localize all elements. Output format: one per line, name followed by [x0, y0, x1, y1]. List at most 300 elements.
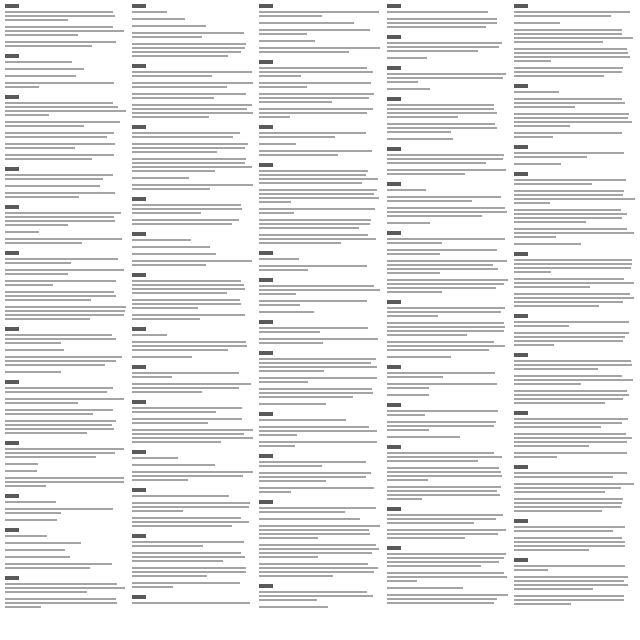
paragraph-line [387, 73, 506, 75]
paragraph-line [514, 325, 569, 327]
paragraph-gap [5, 72, 126, 73]
paragraph-line [132, 166, 252, 168]
paragraph-line [5, 231, 39, 233]
text-section [387, 4, 508, 31]
paragraph-line [5, 598, 116, 600]
paragraph-gap [387, 193, 508, 194]
section-number [514, 411, 528, 415]
paragraph-line [259, 511, 345, 513]
paragraph-line [5, 11, 113, 13]
paragraph-line [5, 75, 76, 77]
paragraph-gap [387, 541, 508, 542]
section-number [387, 445, 401, 449]
paragraph-line [259, 381, 308, 383]
paragraph-line [514, 433, 626, 435]
section-number [259, 320, 273, 324]
paragraph-line [514, 67, 623, 69]
paragraph-line [387, 108, 494, 110]
paragraph-line [5, 114, 49, 116]
paragraph-gap [5, 200, 126, 201]
section-number [132, 400, 146, 404]
paragraph-line [259, 15, 321, 17]
paragraph-gap [387, 606, 508, 607]
paragraph-gap [132, 140, 253, 141]
paragraph-line [259, 327, 367, 329]
paragraph-line [132, 422, 208, 424]
paragraph-line [132, 586, 173, 588]
section-number [5, 528, 19, 532]
paragraph-gap [5, 49, 126, 50]
paragraph-line [259, 71, 372, 73]
text-section [514, 84, 635, 141]
paragraph-line [259, 82, 370, 84]
paragraph-gap [514, 140, 635, 141]
paragraph-gap [387, 61, 508, 62]
paragraph-line [132, 307, 198, 309]
paragraph-line [132, 502, 250, 504]
paragraph-gap [132, 311, 253, 312]
paragraph-line [132, 11, 167, 13]
section-number [259, 125, 273, 129]
paragraph-line [259, 97, 369, 99]
text-column [5, 4, 126, 635]
paragraph-line [5, 110, 126, 112]
text-section [514, 519, 635, 554]
paragraph-gap [387, 166, 508, 167]
paragraph-line [387, 215, 482, 217]
paragraph-line [514, 11, 630, 13]
paragraph-line [259, 491, 291, 493]
paragraph-line [514, 332, 629, 334]
paragraph-gap [387, 433, 508, 434]
text-section [514, 4, 635, 80]
paragraph-line [5, 501, 56, 503]
paragraph-gap [132, 59, 253, 60]
paragraph-line [5, 556, 70, 558]
paragraph-line [5, 549, 65, 551]
paragraph-line [132, 55, 228, 57]
paragraph-line [387, 345, 505, 347]
paragraph-line [259, 552, 372, 554]
text-section [132, 400, 253, 446]
section-number [259, 500, 273, 504]
paragraph-gap [132, 579, 253, 580]
paragraph-line [5, 30, 124, 32]
section-number [387, 507, 401, 511]
paragraph-line [132, 75, 212, 77]
paragraph-line [387, 200, 472, 202]
text-section [5, 95, 126, 163]
text-section [387, 507, 508, 542]
paragraph-line [387, 587, 464, 589]
section-number [259, 251, 273, 255]
text-section [514, 411, 635, 461]
paragraph-line [5, 452, 115, 454]
paragraph-line [5, 291, 114, 293]
section-number [259, 584, 273, 588]
section-number [387, 66, 401, 70]
paragraph-gap [132, 227, 253, 228]
paragraph-gap [259, 438, 380, 439]
paragraph-line [132, 556, 244, 558]
paragraph-gap [387, 257, 508, 258]
paragraph-line [387, 410, 499, 412]
section-number [132, 273, 146, 277]
paragraph-line [5, 481, 124, 483]
paragraph-gap [5, 516, 126, 517]
paragraph-line [387, 376, 443, 378]
paragraph-line [259, 143, 296, 145]
text-section [514, 145, 635, 168]
paragraph-line [5, 542, 81, 544]
paragraph-line [5, 238, 122, 240]
section-number [259, 60, 273, 64]
paragraph-line [259, 86, 307, 88]
paragraph-line [5, 583, 117, 585]
paragraph-line [5, 314, 124, 316]
paragraph-gap [132, 174, 253, 175]
paragraph-line [514, 398, 623, 400]
paragraph-gap [259, 541, 380, 542]
paragraph-line [514, 29, 623, 31]
paragraph-line [514, 286, 591, 288]
paragraph-gap [5, 353, 126, 354]
text-section [387, 231, 508, 296]
paragraph-line [387, 494, 501, 496]
paragraph-line [5, 334, 112, 336]
paragraph-line [387, 475, 503, 477]
paragraph-line [387, 162, 486, 164]
paragraph-line [514, 37, 633, 39]
paragraph-line [387, 112, 497, 114]
text-section [5, 54, 126, 91]
paragraph-gap [132, 380, 253, 381]
paragraph-gap [514, 592, 635, 593]
paragraph-line [514, 278, 625, 280]
paragraph-line [387, 456, 502, 458]
paragraph-line [5, 448, 124, 450]
paragraph-gap [132, 250, 253, 251]
text-section [5, 441, 126, 490]
paragraph-line [132, 314, 244, 316]
paragraph-line [514, 360, 631, 362]
paragraph-line [514, 190, 624, 192]
paragraph-gap [387, 360, 508, 361]
paragraph-gap [259, 90, 380, 91]
paragraph-line [259, 366, 376, 368]
paragraph-line [132, 479, 188, 481]
paragraph-line [514, 194, 623, 196]
paragraph-gap [5, 246, 126, 247]
paragraph-line [5, 192, 115, 194]
paragraph-gap [132, 564, 253, 565]
paragraph-line [259, 358, 375, 360]
paragraph-gap [259, 603, 380, 604]
paragraph-line [259, 40, 315, 42]
paragraph-gap [132, 483, 253, 484]
paragraph-line [132, 151, 217, 153]
paragraph-line [259, 563, 368, 565]
paragraph-line [132, 71, 252, 73]
section-number [387, 546, 401, 550]
paragraph-gap [259, 315, 380, 316]
paragraph-gap [132, 216, 253, 217]
paragraph-line [514, 584, 629, 586]
paragraph-line [259, 116, 289, 118]
paragraph-line [514, 163, 561, 165]
paragraph-gap [132, 15, 253, 16]
paragraph-line [132, 575, 207, 577]
paragraph-line [5, 19, 68, 21]
paragraph-line [259, 29, 369, 31]
paragraph-gap [259, 273, 380, 274]
paragraph-line [132, 219, 239, 221]
paragraph-line [387, 565, 481, 567]
paragraph-line [132, 387, 239, 389]
paragraph-gap [132, 181, 253, 182]
paragraph-line [514, 364, 632, 366]
paragraph-line [387, 42, 503, 44]
paragraph-line [514, 506, 621, 508]
paragraph-line [259, 238, 376, 240]
paragraph-gap [387, 591, 508, 592]
paragraph-line [259, 556, 317, 558]
paragraph-line [387, 322, 505, 324]
paragraph-line [259, 331, 319, 333]
paragraph-gap [5, 151, 126, 152]
paragraph-line [387, 315, 439, 317]
paragraph-line [514, 60, 551, 62]
paragraph-line [259, 480, 325, 482]
paragraph-line [387, 394, 429, 396]
paragraph-line [259, 154, 338, 156]
paragraph-gap [5, 436, 126, 437]
paragraph-line [5, 45, 92, 47]
paragraph-line [387, 249, 497, 251]
paragraph-line [514, 271, 551, 273]
text-section [5, 380, 126, 437]
paragraph-line [514, 243, 581, 245]
paragraph-gap [132, 549, 253, 550]
paragraph-line [132, 86, 227, 88]
paragraph-line [387, 341, 494, 343]
paragraph-line [514, 472, 627, 474]
paragraph-line [259, 461, 366, 463]
paragraph-gap [132, 445, 253, 446]
paragraph-line [132, 433, 244, 435]
paragraph-gap [5, 539, 126, 540]
paragraph-line [387, 498, 422, 500]
paragraph-line [387, 522, 475, 524]
paragraph-line [514, 418, 628, 420]
paragraph-line [132, 429, 252, 431]
paragraph-line [5, 409, 113, 411]
paragraph-line [387, 533, 499, 535]
paragraph-gap [514, 160, 635, 161]
paragraph-line [387, 279, 508, 281]
paragraph-line [132, 303, 241, 305]
paragraph-line [259, 537, 317, 539]
section-number [514, 353, 528, 357]
paragraph-gap [132, 606, 253, 607]
paragraph-line [387, 123, 495, 125]
paragraph-gap [259, 449, 380, 450]
paragraph-line [259, 289, 379, 291]
paragraph-line [387, 429, 429, 431]
paragraph-line [259, 265, 367, 267]
text-column [514, 4, 635, 635]
paragraph-line [259, 208, 375, 210]
paragraph-line [387, 471, 501, 473]
section-number [387, 231, 401, 235]
paragraph-line [387, 173, 466, 175]
text-section [387, 97, 508, 143]
paragraph-gap [132, 22, 253, 23]
paragraph-line [5, 428, 114, 430]
paragraph-gap [514, 225, 635, 226]
paragraph-line [259, 11, 378, 13]
paragraph-gap [259, 186, 380, 187]
paragraph-gap [5, 406, 126, 407]
text-section [387, 300, 508, 361]
paragraph-line [387, 77, 503, 79]
paragraph-line [514, 209, 622, 211]
paragraph-gap [514, 79, 635, 80]
paragraph-line [514, 344, 554, 346]
text-section [259, 163, 380, 247]
paragraph-line [387, 207, 505, 209]
paragraph-line [132, 284, 244, 286]
paragraph-gap [514, 19, 635, 20]
paragraph-line [5, 306, 126, 308]
paragraph-line [132, 506, 249, 508]
paragraph-line [514, 502, 622, 504]
paragraph-gap [387, 464, 508, 465]
text-section [132, 4, 253, 60]
paragraph-line [5, 86, 39, 88]
text-section [259, 454, 380, 496]
paragraph-gap [387, 418, 508, 419]
text-section [132, 450, 253, 484]
paragraph-gap [132, 322, 253, 323]
paragraph-line [5, 535, 47, 537]
paragraph-gap [5, 65, 126, 66]
paragraph-line [387, 311, 502, 313]
paragraph-line [132, 376, 172, 378]
paragraph-line [259, 174, 366, 176]
paragraph-gap [132, 296, 253, 297]
paragraph-gap [5, 595, 126, 596]
paragraph-gap [514, 607, 635, 608]
paragraph-gap [387, 246, 508, 247]
paragraph-line [132, 260, 252, 262]
section-number [514, 4, 528, 8]
paragraph-line [514, 588, 594, 590]
paragraph-gap [259, 297, 380, 298]
paragraph-gap [387, 204, 508, 205]
paragraph-gap [132, 79, 253, 80]
text-section [5, 251, 126, 323]
paragraph-gap [5, 460, 126, 461]
paragraph-gap [387, 584, 508, 585]
paragraph-line [387, 158, 504, 160]
text-section [132, 595, 253, 607]
paragraph-gap [259, 522, 380, 523]
paragraph-line [5, 387, 113, 389]
section-number [5, 251, 19, 255]
paragraph-gap [5, 375, 126, 376]
paragraph-line [259, 132, 366, 134]
section-number [5, 4, 19, 8]
paragraph-line [514, 136, 553, 138]
text-section [259, 412, 380, 450]
text-section [259, 278, 380, 316]
paragraph-gap [132, 426, 253, 427]
paragraph-line [387, 460, 478, 462]
paragraph-line [387, 131, 452, 133]
paragraph-line [259, 403, 325, 405]
paragraph-gap [259, 423, 380, 424]
paragraph-line [132, 188, 210, 190]
paragraph-gap [5, 467, 126, 468]
paragraph-line [514, 102, 625, 104]
text-section [387, 66, 508, 93]
paragraph-gap [5, 322, 126, 323]
text-section [132, 273, 253, 323]
paragraph-line [259, 533, 370, 535]
text-section [132, 365, 253, 396]
paragraph-line [259, 234, 368, 236]
paragraph-line [387, 576, 508, 578]
paragraph-line [5, 158, 92, 160]
text-column [259, 4, 380, 635]
paragraph-line [5, 178, 103, 180]
paragraph-line [5, 360, 116, 362]
paragraph-line [5, 147, 75, 149]
paragraph-line [5, 420, 116, 422]
section-number [132, 534, 146, 538]
paragraph-line [259, 441, 377, 443]
paragraph-gap [5, 129, 126, 130]
paragraph-line [514, 580, 624, 582]
paragraph-line [387, 326, 506, 328]
paragraph-line [514, 293, 630, 295]
paragraph-line [514, 113, 629, 115]
paragraph-line [132, 147, 244, 149]
paragraph-line [514, 52, 628, 54]
paragraph-line [387, 222, 430, 224]
paragraph-line [514, 545, 625, 547]
paragraph-line [132, 25, 206, 27]
paragraph-line [514, 383, 581, 385]
paragraph-gap [132, 461, 253, 462]
paragraph-line [259, 51, 349, 53]
paragraph-line [514, 394, 629, 396]
section-number [387, 300, 401, 304]
paragraph-gap [514, 387, 635, 388]
paragraph-gap [5, 79, 126, 80]
paragraph-line [132, 341, 245, 343]
section-number [5, 441, 19, 445]
paragraph-line [259, 476, 366, 478]
paragraph-line [5, 269, 124, 271]
section-number [132, 327, 146, 331]
paragraph-line [5, 284, 53, 286]
paragraph-gap [5, 571, 126, 572]
paragraph-line [514, 71, 623, 73]
section-number [132, 450, 146, 454]
paragraph-gap [132, 29, 253, 30]
